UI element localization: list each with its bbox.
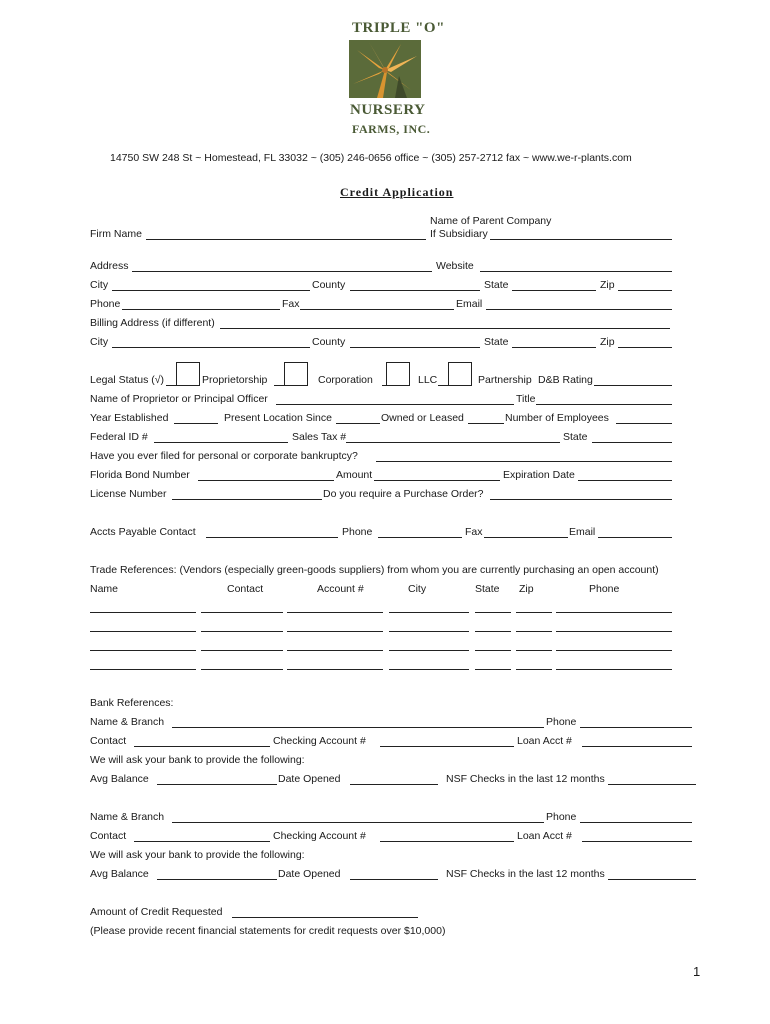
credit-amount-label: Amount of Credit Requested [90, 906, 223, 918]
bank1-date-opened-label: Date Opened [278, 773, 341, 785]
ap-phone-label: Phone [342, 526, 373, 538]
sales-tax-label: Sales Tax # [292, 431, 347, 443]
partnership-line [438, 385, 448, 386]
accts-payable-field[interactable] [206, 537, 338, 538]
trade-ref-cell[interactable] [475, 669, 511, 670]
accts-payable-label: Accts Payable Contact [90, 526, 196, 538]
phone-label: Phone [90, 298, 121, 310]
billing-city-field[interactable] [112, 347, 310, 348]
trade-ref-cell[interactable] [556, 669, 672, 670]
ap-email-field[interactable] [598, 537, 672, 538]
fax-label: Fax [282, 298, 300, 310]
amount-field[interactable] [374, 480, 500, 481]
bank1-checking-field[interactable] [380, 746, 514, 747]
bank-references-heading: Bank References: [90, 697, 174, 709]
trade-ref-cell[interactable] [475, 650, 511, 651]
trade-ref-cell[interactable] [201, 669, 283, 670]
trade-ref-cell[interactable] [90, 669, 196, 670]
bank2-avg-balance-label: Avg Balance [90, 868, 149, 880]
partnership-checkbox[interactable] [448, 362, 472, 386]
bank1-name-branch-field[interactable] [172, 727, 544, 728]
proprietor-name-label: Name of Proprietor or Principal Officer [90, 393, 268, 405]
email-field[interactable] [486, 309, 672, 310]
num-employees-field[interactable] [616, 423, 672, 424]
bank1-contact-field[interactable] [134, 746, 270, 747]
company-logo [340, 18, 445, 142]
page-number: 1 [693, 964, 701, 979]
trade-ref-cell[interactable] [287, 669, 383, 670]
trade-header-city: City [408, 583, 427, 595]
trade-ref-cell[interactable] [201, 650, 283, 651]
federal-state-field[interactable] [592, 442, 672, 443]
partnership-label: Partnership [478, 374, 532, 386]
trade-ref-cell[interactable] [201, 631, 283, 632]
billing-city-label: City [90, 336, 109, 348]
bank1-avg-balance-label: Avg Balance [90, 773, 149, 785]
bank1-loan-label: Loan Acct # [517, 735, 572, 747]
federal-id-field[interactable] [154, 442, 288, 443]
page-title: Credit Application [340, 185, 454, 199]
logo-line-2: NURSERY [350, 102, 426, 118]
company-address-line: 14750 SW 248 St ~ Homestead, FL 33032 ~ (305) 246-0656 office ~ (305) 257-2712 fax ~ www.we-r-plants.com [110, 152, 632, 164]
bank1-phone-label: Phone [546, 716, 577, 728]
address-label: Address [90, 260, 129, 272]
bank2-phone-field[interactable] [580, 822, 692, 823]
bank2-checking-field[interactable] [380, 841, 514, 842]
trade-header-state: State [475, 583, 500, 595]
llc-checkbox[interactable] [386, 362, 410, 386]
trade-header-name: Name [90, 583, 119, 595]
firm-name-field[interactable] [146, 239, 426, 240]
dnb-rating-field[interactable] [594, 385, 672, 386]
email-label: Email [456, 298, 483, 310]
trade-ref-cell[interactable] [287, 612, 383, 613]
amount-label: Amount [336, 469, 373, 481]
llc-label: LLC [418, 374, 438, 386]
federal-id-label: Federal ID # [90, 431, 148, 443]
logo-line-1: TRIPLE "O" [352, 20, 445, 36]
trade-ref-cell[interactable] [516, 650, 552, 651]
trade-header-phone: Phone [589, 583, 620, 595]
website-label: Website [436, 260, 474, 272]
dnb-rating-label: D&B Rating [538, 374, 593, 386]
phone-field[interactable] [122, 309, 280, 310]
logo-line-3: FARMS, INC. [352, 122, 431, 136]
federal-state-label: State [563, 431, 588, 443]
bank2-contact-label: Contact [90, 830, 127, 842]
billing-zip-field[interactable] [618, 347, 672, 348]
trade-ref-cell[interactable] [90, 650, 196, 651]
purchase-order-field[interactable] [490, 499, 672, 500]
year-established-label: Year Established [90, 412, 169, 424]
trade-ref-cell[interactable] [287, 650, 383, 651]
bank2-name-branch-field[interactable] [172, 822, 544, 823]
county-label: County [312, 279, 346, 291]
bank2-nsf-label: NSF Checks in the last 12 months [446, 868, 605, 880]
website-field[interactable] [480, 271, 672, 272]
title-label: Title [516, 393, 536, 405]
bank2-phone-label: Phone [546, 811, 577, 823]
ap-fax-field[interactable] [484, 537, 568, 538]
trade-ref-cell[interactable] [389, 669, 469, 670]
bank1-loan-field[interactable] [582, 746, 692, 747]
present-location-label: Present Location Since [224, 412, 332, 424]
city-field[interactable] [112, 290, 310, 291]
trade-header-zip: Zip [519, 583, 534, 595]
ap-email-label: Email [569, 526, 596, 538]
bankruptcy-field[interactable] [376, 461, 672, 462]
present-location-field[interactable] [336, 423, 380, 424]
state-label: State [484, 279, 509, 291]
trade-ref-cell[interactable] [389, 631, 469, 632]
trade-header-account: Account # [317, 583, 364, 595]
trade-ref-cell[interactable] [475, 631, 511, 632]
bank2-contact-field[interactable] [134, 841, 270, 842]
zip-label: Zip [600, 279, 615, 291]
bank1-nsf-label: NSF Checks in the last 12 months [446, 773, 605, 785]
if-subsidiary-label: If Subsidiary [430, 228, 488, 240]
corporation-label: Corporation [318, 374, 373, 386]
year-established-field[interactable] [174, 423, 218, 424]
proprietorship-line [166, 385, 176, 386]
license-number-label: License Number [90, 488, 167, 500]
trade-references-intro: Trade References: (Vendors (especially green-goods suppliers) from whom you are currently purchasing an open account) [90, 564, 659, 576]
trade-ref-cell[interactable] [556, 631, 672, 632]
trade-ref-cell[interactable] [516, 631, 552, 632]
bank2-nsf-field[interactable] [608, 879, 696, 880]
proprietorship-checkbox[interactable] [176, 362, 200, 386]
purchase-order-label: Do you require a Purchase Order? [323, 488, 484, 500]
billing-county-field[interactable] [350, 347, 480, 348]
trade-ref-cell[interactable] [287, 631, 383, 632]
trade-ref-cell[interactable] [556, 650, 672, 651]
bank1-ask-text: We will ask your bank to provide the following: [90, 754, 305, 766]
proprietorship-label: Proprietorship [202, 374, 268, 386]
billing-state-label: State [484, 336, 509, 348]
bank1-name-branch-label: Name & Branch [90, 716, 165, 728]
trade-ref-cell[interactable] [516, 669, 552, 670]
credit-amount-field[interactable] [232, 917, 418, 918]
bank2-checking-label: Checking Account # [273, 830, 366, 842]
billing-county-label: County [312, 336, 346, 348]
bankruptcy-label: Have you ever filed for personal or corporate bankruptcy? [90, 450, 358, 462]
license-number-field[interactable] [172, 499, 322, 500]
bank1-date-opened-field[interactable] [350, 784, 438, 785]
city-label: City [90, 279, 109, 291]
num-employees-label: Number of Employees [505, 412, 609, 424]
ap-fax-label: Fax [465, 526, 483, 538]
sales-tax-field[interactable] [346, 442, 560, 443]
expiration-date-label: Expiration Date [503, 469, 575, 481]
billing-zip-label: Zip [600, 336, 615, 348]
trade-ref-cell[interactable] [201, 612, 283, 613]
zip-field[interactable] [618, 290, 672, 291]
title-field[interactable] [536, 404, 672, 405]
owned-leased-label: Owned or Leased [381, 412, 464, 424]
florida-bond-label: Florida Bond Number [90, 469, 190, 481]
ap-phone-field[interactable] [378, 537, 462, 538]
expiration-date-field[interactable] [578, 480, 672, 481]
bank1-contact-label: Contact [90, 735, 127, 747]
corporation-checkbox[interactable] [284, 362, 308, 386]
credit-note: (Please provide recent financial statements for credit requests over $10,000) [90, 925, 446, 937]
logo-plant-graphic [349, 40, 421, 98]
firm-name-label: Firm Name [90, 228, 142, 240]
fax-field[interactable] [300, 309, 454, 310]
trade-header-contact: Contact [227, 583, 264, 595]
proprietor-name-field[interactable] [276, 404, 514, 405]
trade-ref-cell[interactable] [475, 612, 511, 613]
parent-company-field[interactable] [490, 239, 672, 240]
bank2-loan-label: Loan Acct # [517, 830, 572, 842]
bank2-name-branch-label: Name & Branch [90, 811, 165, 823]
billing-address-label: Billing Address (if different) [90, 317, 215, 329]
billing-address-field[interactable] [220, 328, 670, 329]
trade-ref-cell[interactable] [90, 612, 196, 613]
trade-ref-cell[interactable] [516, 612, 552, 613]
bank2-date-opened-label: Date Opened [278, 868, 341, 880]
owned-leased-field[interactable] [468, 423, 504, 424]
bank2-date-opened-field[interactable] [350, 879, 438, 880]
bank2-avg-balance-field[interactable] [157, 879, 277, 880]
county-field[interactable] [350, 290, 480, 291]
legal-status-label: Legal Status (√) [90, 374, 165, 386]
bank2-ask-text: We will ask your bank to provide the following: [90, 849, 305, 861]
address-field[interactable] [132, 271, 432, 272]
state-field[interactable] [512, 290, 596, 291]
trade-ref-cell[interactable] [389, 612, 469, 613]
trade-ref-cell[interactable] [90, 631, 196, 632]
bank1-phone-field[interactable] [580, 727, 692, 728]
bank1-nsf-field[interactable] [608, 784, 696, 785]
trade-ref-cell[interactable] [556, 612, 672, 613]
trade-ref-cell[interactable] [389, 650, 469, 651]
parent-company-label: Name of Parent Company [430, 215, 552, 227]
corporation-line [274, 385, 284, 386]
billing-state-field[interactable] [512, 347, 596, 348]
bank1-avg-balance-field[interactable] [157, 784, 277, 785]
bank1-checking-label: Checking Account # [273, 735, 366, 747]
florida-bond-field[interactable] [198, 480, 334, 481]
bank2-loan-field[interactable] [582, 841, 692, 842]
